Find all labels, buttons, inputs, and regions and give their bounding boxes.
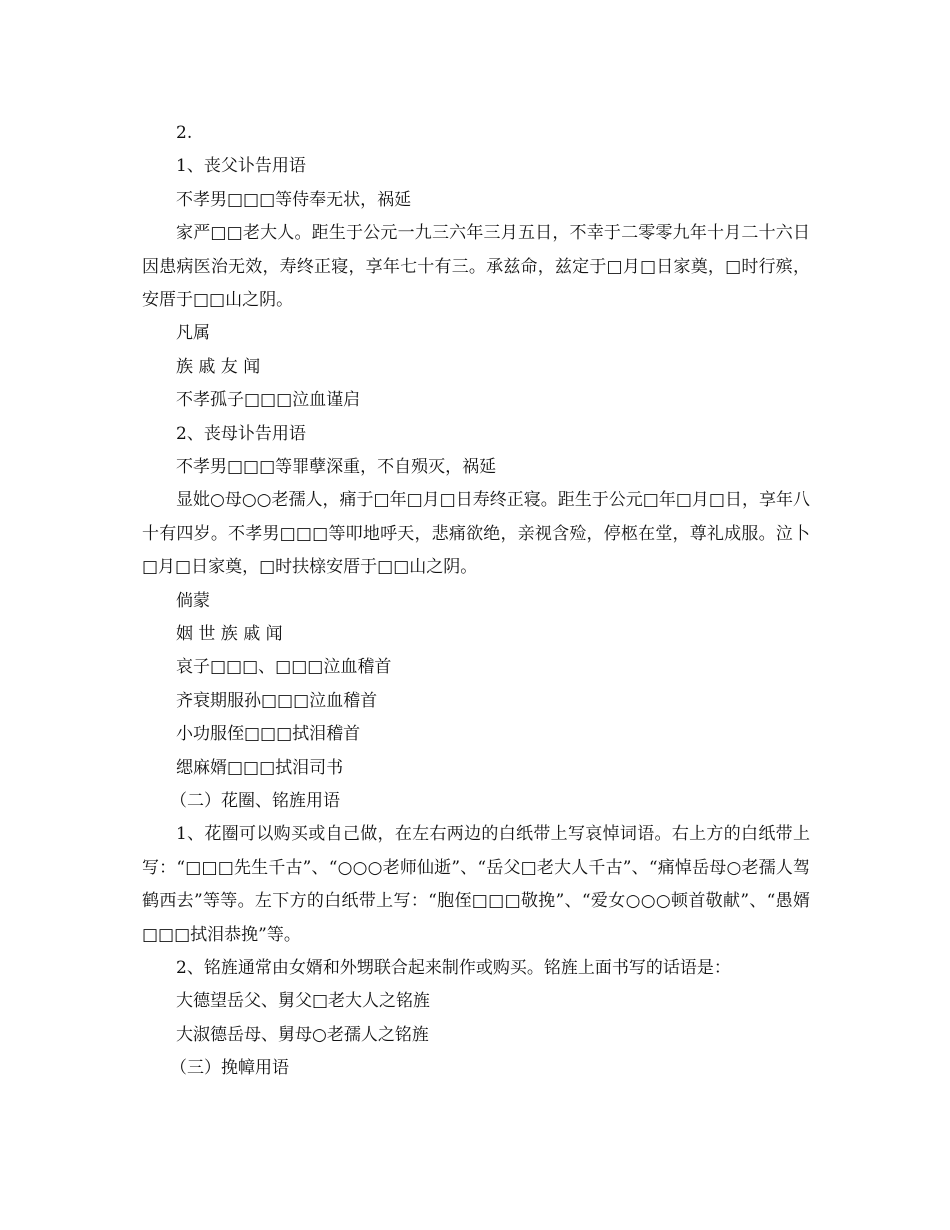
- text-line: 哀子□□□、□□□泣血稽首: [176, 657, 392, 678]
- heading-elegy-scroll: （三）挽幛用语: [170, 1058, 289, 1079]
- paragraph-mother: 显妣○母○○老孺人，痛于□年□月□日寿终正寝。距生于公元□年□月□日，享年八十有四岁。不孝男□□□等叩地呼天，悲痛欲绝，亲视含殓，停柩在堂，尊礼成服。泣卜□月□日家奠，□时扶榇安厝于□□山之阴。: [142, 490, 810, 578]
- text-line: 不孝孤子□□□泣血谨启: [176, 390, 361, 411]
- heading-father-obituary: 1、丧父讣告用语: [176, 156, 306, 177]
- text-line: 大淑德岳母、舅母○老孺人之铭旌: [176, 1024, 429, 1045]
- text-line: 不孝男□□□等侍奉无状，祸延: [176, 189, 412, 210]
- heading-mother-obituary: 2、丧母讣告用语: [176, 423, 306, 444]
- text-line: 不孝男□□□等罪孽深重，不自殒灭，祸延: [176, 456, 497, 477]
- text-line: 大德望岳父、舅父□老大人之铭旌: [176, 991, 431, 1012]
- document-body: [142, 117, 810, 1086]
- text-line: 族 戚 友 闻: [176, 356, 261, 377]
- text-line: 凡属: [176, 323, 210, 344]
- paragraph-father: 家严□□老大人。距生于公元一九三六年三月五日，不幸于二零零九年十月二十六日因患病医治无效，寿终正寝，享年七十有三。承兹命，兹定于□月□日家奠，□时行殡，安厝于□□山之阴。: [142, 223, 810, 310]
- text-line: 倘蒙: [176, 590, 210, 611]
- heading-wreath-banner: （二）花圈、铭旌用语: [170, 790, 340, 811]
- text-line: 齐衰期服孙□□□泣血稽首: [176, 690, 378, 711]
- text-line: 缌麻婿□□□拭泪司书: [176, 757, 344, 778]
- section-number: 2.: [176, 123, 193, 143]
- text-line: 小功服侄□□□拭泪稽首: [176, 724, 361, 745]
- paragraph-wreath: 1、花圈可以购买或自己做，在左右两边的白纸带上写哀悼词语。右上方的白纸带上写：“□□□先生千古”、“○○○老师仙逝”、“岳父□老大人千古”、“痛悼岳母○老孺人驾鹤西去”等等。左下方的白纸带上写：“胞侄□□□敬挽”、“爱女○○○顿首敬献”、“愚婿□□□拭泪恭挽”等。: [142, 824, 810, 945]
- text-line: 姻 世 族 戚 闻: [176, 623, 283, 644]
- paragraph-banner: 2、铭旌通常由女婿和外甥联合起来制作或购买。铭旌上面书写的话语是：: [176, 957, 731, 978]
